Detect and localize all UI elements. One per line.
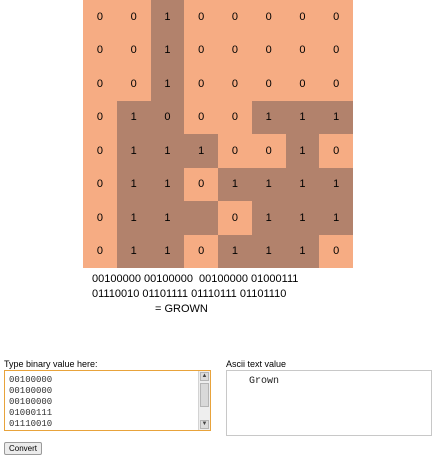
grid-cell: 1 [151, 134, 185, 168]
grid-cell: 0 [83, 235, 117, 269]
grid-cell: 0 [218, 101, 252, 135]
grid-cell: 0 [286, 34, 320, 68]
grid-cell: 1 [151, 0, 185, 34]
grid-cell: 1 [151, 34, 185, 68]
grid-cell: 0 [319, 0, 353, 34]
grid-cell: 1 [151, 235, 185, 269]
grid-cell: 0 [184, 235, 218, 269]
grid-cell: 1 [286, 168, 320, 202]
grid-cell: 1 [117, 134, 151, 168]
grid-cell: 0 [319, 134, 353, 168]
scroll-down-icon[interactable]: ▼ [201, 421, 208, 427]
binary-line-1: 00100000 00100000 00100000 01000111 [92, 273, 299, 285]
binary-input-label: Type binary value here: [4, 359, 98, 369]
grid-cell: 1 [184, 134, 218, 168]
grid-cell: 0 [83, 134, 117, 168]
grid-cell: 0 [319, 34, 353, 68]
grid-cell: 1 [286, 101, 320, 135]
grid-cell: 1 [117, 235, 151, 269]
grid-cell: 1 [319, 168, 353, 202]
grid-cell: 0 [117, 0, 151, 34]
grid-cell: 0 [218, 0, 252, 34]
grid-cell: 1 [117, 168, 151, 202]
grid-cell: 0 [83, 67, 117, 101]
grid-cell: 0 [151, 101, 185, 135]
binary-result: = GROWN [155, 303, 208, 315]
scroll-up-icon[interactable]: ▲ [201, 373, 208, 379]
binary-caption [92, 272, 352, 317]
scroll-thumb[interactable] [200, 383, 209, 407]
grid-cell: 0 [83, 34, 117, 68]
ascii-output[interactable] [226, 370, 432, 436]
grid-cell: 0 [83, 0, 117, 34]
grid-cell [184, 201, 218, 235]
grid-cell: 0 [252, 34, 286, 68]
grid-cell: 0 [319, 235, 353, 269]
grid-cell: 0 [184, 34, 218, 68]
grid-cell: 1 [252, 101, 286, 135]
grid-cell: 0 [218, 134, 252, 168]
binary-grid [83, 0, 353, 268]
ascii-output-label: Ascii text value [226, 359, 287, 369]
grid-cell: 0 [184, 67, 218, 101]
grid-cell: 1 [286, 235, 320, 269]
grid-cell: 0 [83, 168, 117, 202]
grid-cell: 1 [117, 201, 151, 235]
grid-cell: 0 [218, 34, 252, 68]
grid-cell: 1 [218, 168, 252, 202]
grid-cell: 1 [286, 201, 320, 235]
convert-button[interactable]: Convert [4, 442, 42, 455]
grid-cell: 1 [117, 101, 151, 135]
grid-cell: 1 [151, 201, 185, 235]
grid-cell: 1 [252, 235, 286, 269]
grid-cell: 1 [319, 201, 353, 235]
grid-cell: 0 [286, 67, 320, 101]
grid-cell: 1 [286, 134, 320, 168]
grid-cell: 0 [83, 201, 117, 235]
grid-cell: 0 [252, 67, 286, 101]
grid-cell: 0 [218, 67, 252, 101]
grid-cell: 1 [252, 201, 286, 235]
grid-cell: 0 [252, 134, 286, 168]
grid-cell: 0 [83, 101, 117, 135]
grid-cell: 0 [117, 34, 151, 68]
grid-cell: 1 [151, 67, 185, 101]
grid-cell: 1 [151, 168, 185, 202]
grid-cell: 1 [218, 235, 252, 269]
grid-cell: 1 [319, 101, 353, 135]
grid-cell: 0 [252, 0, 286, 34]
grid-cell: 0 [184, 168, 218, 202]
binary-line-2: 01110010 01101111 01110111 01101110 [92, 288, 287, 300]
grid-cell: 0 [184, 0, 218, 34]
grid-cell: 0 [184, 101, 218, 135]
binary-input[interactable] [4, 370, 211, 431]
grid-cell: 1 [252, 168, 286, 202]
grid-cell: 0 [286, 0, 320, 34]
grid-cell: 0 [319, 67, 353, 101]
grid-cell: 0 [218, 201, 252, 235]
grid-cell: 0 [117, 67, 151, 101]
binary-input-scrollbar[interactable] [198, 371, 210, 430]
